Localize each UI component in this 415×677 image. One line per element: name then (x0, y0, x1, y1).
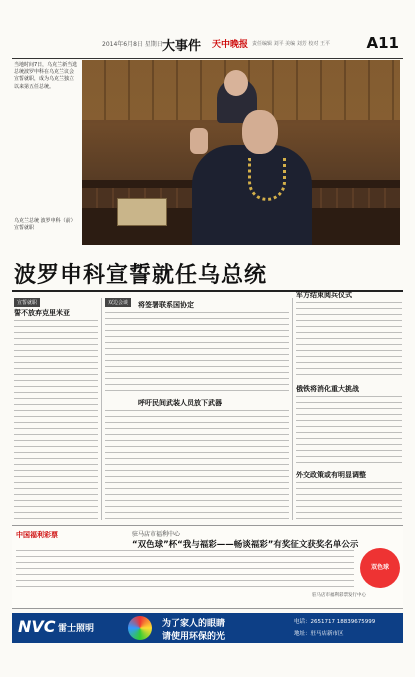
page-number: A11 (366, 34, 399, 52)
raised-hand (190, 128, 208, 154)
column-divider (292, 298, 293, 520)
photo-caption: 当地时间7日，乌克兰新当选总统波罗申科在乌克兰议会宣誓就职，成为乌克兰独立以来第五任总统。 (14, 62, 78, 90)
double-color-ball-badge: 双色球 (360, 548, 400, 588)
president-head (242, 110, 278, 154)
column2-subhead: 将签署联系国协定 (138, 301, 194, 309)
lottery-footer: 驻马店市福利彩票发行中心 (312, 593, 366, 598)
page-header (12, 34, 403, 59)
paper-logo: 天中晚报 (212, 40, 249, 50)
column2-tag: 双边会谈 (105, 298, 131, 307)
column2-subhead2: 呼吁民间武装人员放下武器 (138, 399, 222, 407)
nvc-phone: 电话：2651717 18839675999 (294, 619, 376, 625)
lottery-intro: 驻马店市福利中心 (132, 531, 181, 538)
editor-credits: 责任编辑 刘平 美编 刘芳 校对 王平 (252, 41, 330, 47)
nvc-brand-cn: 雷士照明 (58, 624, 95, 634)
eco-light-icon (128, 616, 152, 640)
issue-date: 2014年6月8日 星期日 (102, 41, 163, 48)
lead-photo (82, 60, 400, 245)
welfare-lottery-logo: 中国福利彩票 (16, 531, 58, 539)
column3-subhead3: 外交政策或有明显调整 (296, 471, 366, 479)
ceremonial-chain (248, 158, 286, 201)
nvc-lighting-ad (12, 613, 403, 643)
nvc-slogan-line2: 请使用环保的光 (162, 632, 226, 642)
column3-subhead2: 俄铁将消化重大挑战 (296, 385, 359, 393)
column3-body3 (296, 482, 402, 520)
nvc-slogan-line1: 为了家人的眼睛 (162, 619, 226, 629)
column2-body2 (105, 410, 289, 520)
lottery-winner-list (16, 550, 354, 590)
column2-body (105, 312, 289, 392)
main-headline: 波罗申科宣誓就任乌总统 (14, 263, 268, 288)
photo-caption-secondary: 乌克兰总统 波罗申科（前）宣誓就职 (14, 218, 76, 231)
lottery-title: “双色球”杯“我与福彩——畅谈福彩”有奖征文获奖名单公示 (132, 540, 359, 550)
column3-body (296, 302, 402, 380)
column1-subhead: 誓不放弃克里米亚 (14, 309, 70, 317)
nvc-address: 地址：驻马店新市区 (294, 631, 344, 637)
section-title: 大事件 (162, 39, 202, 54)
column-divider (101, 298, 102, 520)
column1-tag: 宣誓就职 (14, 298, 40, 307)
lottery-notice-ad (12, 525, 403, 609)
column1-body (14, 320, 98, 520)
column3-subhead: 军方结束阅兵仪式 (296, 291, 352, 299)
constitution-book (117, 198, 167, 226)
nvc-logo: NVC (18, 617, 56, 636)
column3-body2 (296, 396, 402, 466)
speaker-head (224, 70, 248, 96)
